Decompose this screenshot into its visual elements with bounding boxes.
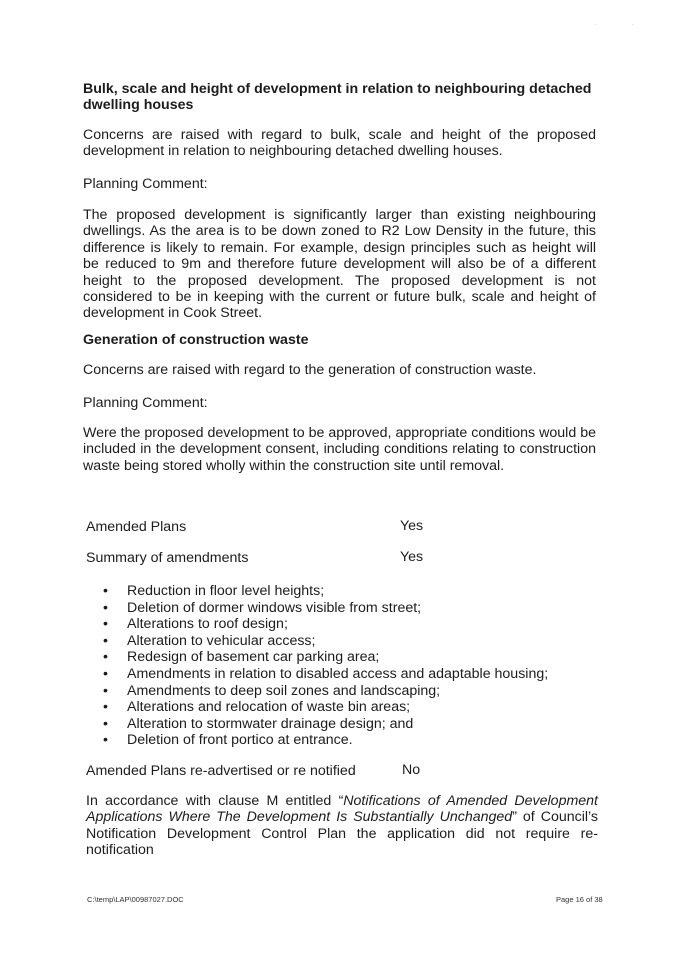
list-item: • Amendments in relation to disabled access and adaptable housing;	[103, 665, 549, 682]
section-heading: Bulk, scale and height of development in relation to neighbouring detached dwelling houses	[83, 81, 592, 114]
bullet-icon: •	[103, 682, 108, 699]
list-item: • Deletion of front portico at entrance.	[103, 732, 353, 749]
dcp-clause-title: Notifications of Amended Development Applications Where The Development Is Substantially Unchanged	[86, 793, 598, 826]
summary-amendments-value: Yes	[400, 549, 424, 565]
list-item: • Reduction in floor level heights;	[103, 583, 325, 599]
footer-file-path: C:\temp\LAP\00987027.DOC	[87, 895, 184, 904]
list-item: • Alteration to stormwater drainage design; and	[103, 715, 414, 732]
amended-plans-label: Amended Plans	[86, 519, 187, 535]
list-item: • Alterations to roof design;	[103, 616, 288, 633]
planning-comment-label: Planning Comment:	[83, 176, 208, 192]
planning-comment-paragraph: Were the proposed development to be approved, appropriate conditions would be included in the development consent, including conditions relating to construction waste being stored wholly within the construction site until removal.	[83, 425, 596, 474]
scan-mark: ·	[594, 20, 597, 29]
bullet-icon: •	[103, 616, 108, 633]
summary-amendments-label: Summary of amendments	[86, 550, 249, 566]
planning-comment-paragraph: The proposed development is significantly larger than existing neighbouring dwellings. As the area is to be down zoned to R2 Low Density in the future, this difference is likely to remain. For example, design principles such as height will be reduced to 9m and therefore future development will also be of a different height to the proposed development. The proposed development is not considered to be in keeping with the current or future bulk, scale and height of development in Cook Street.	[83, 207, 596, 322]
bullet-icon: •	[103, 632, 108, 649]
list-item: • Redesign of basement car parking area;	[103, 649, 380, 666]
bullet-icon: •	[103, 583, 108, 599]
list-item: • Alteration to vehicular access;	[103, 632, 316, 649]
footer-page-number: Page 16 of 38	[556, 895, 603, 904]
bullet-icon: •	[103, 665, 108, 682]
bullet-icon: •	[103, 732, 108, 749]
bullet-icon: •	[103, 699, 108, 716]
bullet-icon: •	[103, 715, 108, 732]
readvertised-label: Amended Plans re-advertised or re notified	[86, 763, 356, 779]
amended-plans-value: Yes	[400, 518, 424, 534]
bullet-icon: •	[103, 649, 108, 666]
list-item: • Deletion of dormer windows visible from street;	[103, 599, 422, 616]
planning-comment-label: Planning Comment:	[83, 395, 208, 411]
concern-paragraph: Concerns are raised with regard to the generation of construction waste.	[83, 362, 537, 378]
notification-paragraph: In accordance with clause M entitled “Notifications of Amended Development Applications Where The Development Is Substantially Unchanged” of Council’s Notification Development Control Plan the application did not require re-notification	[86, 793, 599, 859]
section-heading: Generation of construction waste	[83, 332, 309, 348]
concern-paragraph: Concerns are raised with regard to bulk, scale and height of the proposed development in relation to neighbouring detached dwelling houses.	[83, 127, 596, 160]
readvertised-value: No	[402, 762, 421, 778]
bullet-icon: •	[103, 599, 108, 616]
scan-mark: ·	[631, 20, 634, 29]
list-item: • Amendments to deep soil zones and landscaping;	[103, 682, 441, 699]
list-item: • Alterations and relocation of waste bin areas;	[103, 699, 411, 716]
amendments-list	[100, 583, 548, 749]
